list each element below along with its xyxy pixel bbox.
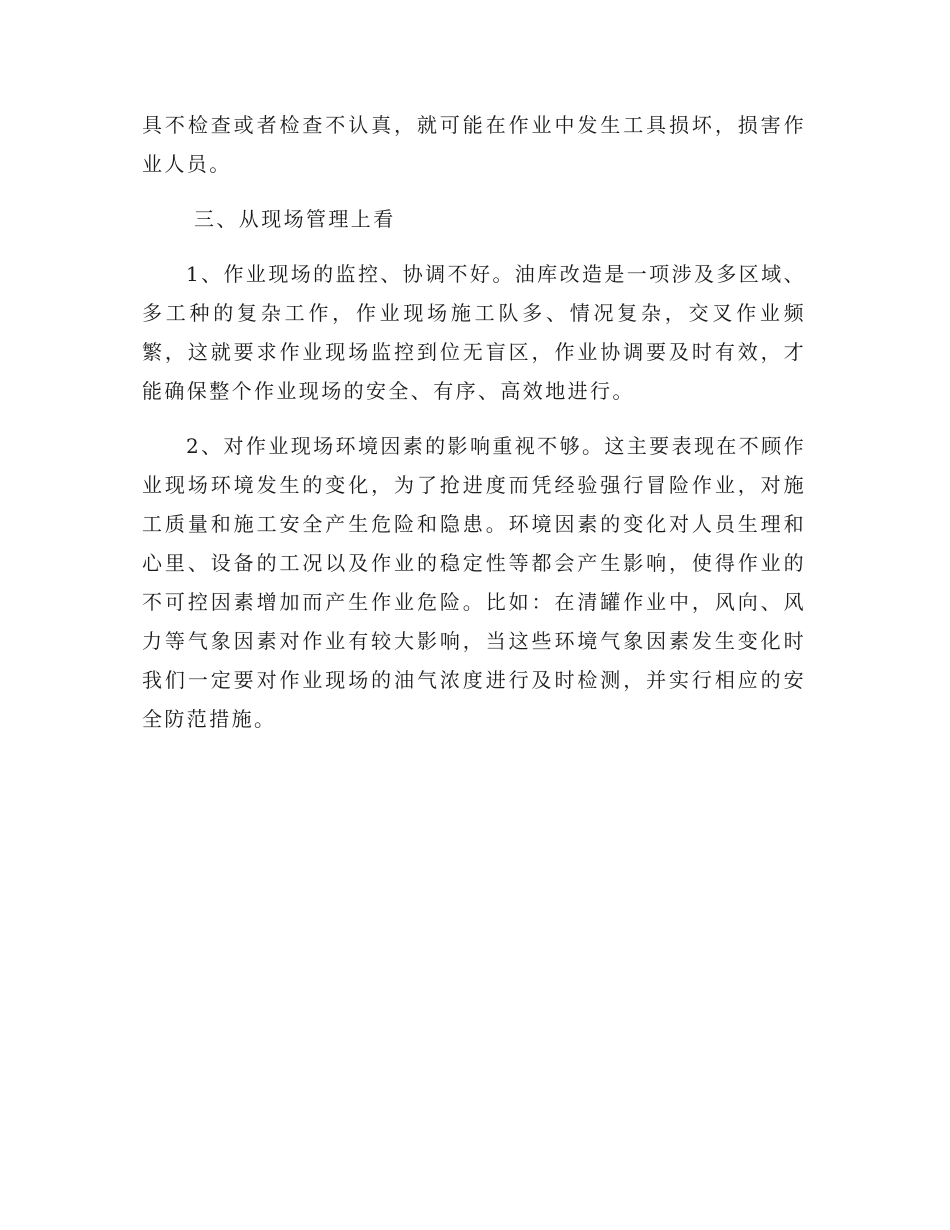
section-heading: 三、从现场管理上看 (194, 207, 396, 231)
paragraph-item-2: 2、对作业现场环境因素的影响重视不够。这主要表现在不顾作业现场环境发生的变化，为了抢进度而凭经验强行冒险作业，对施工质量和施工安全产生危险和隐患。环境因素的变化对人员生理和心里、设备的工况以及作业的稳定性等都会产生影响，使得作业的不可控因素增加而产生作业危险。比如：在清罐作业中，风向、风力等气象因素对作业有较大影响，当这些环境气象因素发生变化时我们一定要对作业现场的油气浓度进行及时检测，并实行相应的安全防范措施。 (142, 434, 806, 731)
document-body (142, 106, 806, 755)
paragraph-item-1: 1、作业现场的监控、协调不好。油库改造是一项涉及多区域、多工种的复杂工作，作业现场施工队多、情况复杂，交叉作业频繁，这就要求作业现场监控到位无盲区，作业协调要及时有效，才能确保整个作业现场的安全、有序、高效地进行。 (142, 262, 806, 403)
paragraph-continuation: 具不检查或者检查不认真，就可能在作业中发生工具损坏，损害作业人员。 (142, 113, 806, 176)
